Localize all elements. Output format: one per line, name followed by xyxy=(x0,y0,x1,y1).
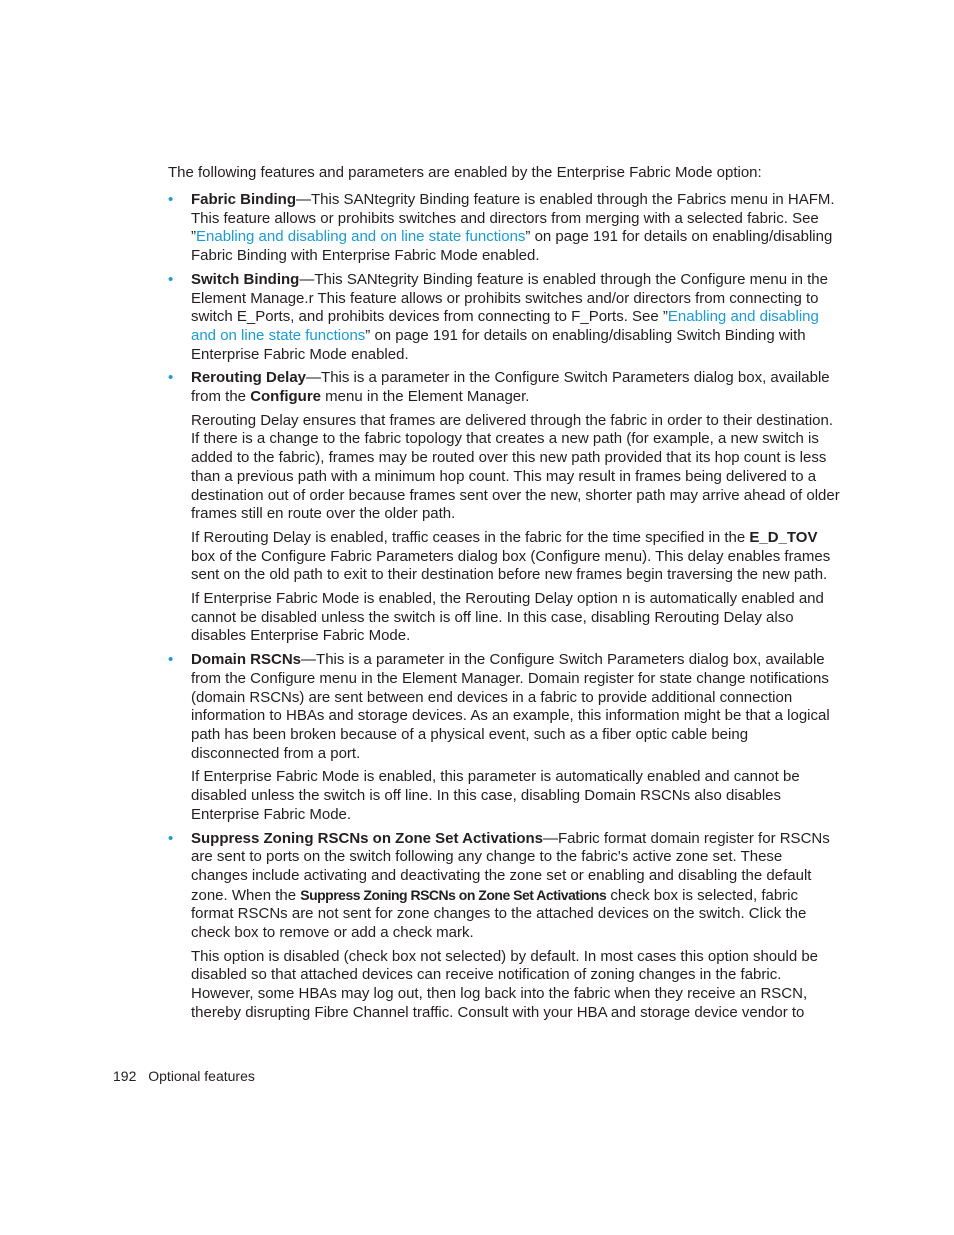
body-text: check box is selected, fabric format RSCNs are not sent for zone changes to the attached devices on the switch. Click the check box to remove or add a check mark. xyxy=(191,886,807,942)
page-number: 192 xyxy=(113,1068,137,1084)
body-text: menu in the Element Manager. xyxy=(321,388,530,406)
body-text: ” on page 191 for details on enabling/disabling Fabric Binding with Enterprise Fabric Mode enabled. xyxy=(191,228,833,265)
list-item-fabric-binding xyxy=(168,191,840,266)
list-item-paragraph xyxy=(191,651,840,763)
term-label: Rerouting Delay xyxy=(191,369,307,387)
sub-paragraph xyxy=(191,529,840,585)
list-item-paragraph xyxy=(191,271,840,365)
body-text: —This SANtegrity Binding feature is enabled through the Fabrics menu in HAFM. This feature allows or prohibits switches and directors from merging with a selected fabric. See ” xyxy=(191,191,835,246)
sub-paragraph: If Enterprise Fabric Mode is enabled, this parameter is automatically enabled and cannot be disabled unless the switch is off line. In this case, disabling Domain RSCNs also disables Enterprise Fabric Mode. xyxy=(191,768,800,823)
page-footer xyxy=(113,1067,255,1085)
sub-paragraph: If Enterprise Fabric Mode is enabled, the Rerouting Delay option n is automatically enabled and cannot be disabled unless the switch is off line. In this case, disabling Rerouting Delay also disables Enterprise Fabric Mode. xyxy=(191,590,824,645)
bullet-icon: • xyxy=(168,369,174,387)
term-label: Suppress Zoning RSCNs on Zone Set Activations xyxy=(191,829,543,847)
list-item-rerouting-delay xyxy=(168,369,840,646)
bullet-icon: • xyxy=(168,829,174,847)
sub-paragraph: Rerouting Delay ensures that frames are delivered through the fabric in order to their destination. If there is a change to the fabric topology that creates a new path (for example, a new switch is added to the fabric), frames may be routed over this new path provided that its hop count is less than a previous path with a minimum hop count. This may result in frames being delivered to a destination out of order because frames sent over the new, shorter path may arrive ahead of older frames still en route over the older path. xyxy=(191,411,840,523)
cross-reference-link[interactable]: Enabling and disabling and on line state functions xyxy=(196,228,526,246)
body-text: box of the Configure Fabric Parameters dialog box (Configure menu). This delay enables frames sent on the old path to exit to their destination before new frames begin traversing the new path. xyxy=(191,547,831,584)
body-text: ” on page 191 for details on enabling/disabling Switch Binding with Enterprise Fabric Mode enabled. xyxy=(191,326,806,363)
term-label: Domain RSCNs xyxy=(191,651,302,669)
list-item-suppress-zoning-rscns xyxy=(168,830,840,1023)
menu-name: Configure xyxy=(250,388,322,406)
term-label: Fabric Binding xyxy=(191,191,296,208)
list-item-domain-rscns xyxy=(168,651,840,824)
cross-reference-link[interactable]: Enabling and disabling and on line state functions xyxy=(191,308,819,344)
list-item-paragraph xyxy=(191,191,840,266)
body-text: If Rerouting Delay is enabled, traffic ceases in the fabric for the time specified in the xyxy=(191,528,750,546)
intro-paragraph: The following features and parameters are enabled by the Enterprise Fabric Mode option: xyxy=(168,164,762,181)
feature-list xyxy=(168,191,840,1028)
checkbox-name: Suppress Zoning RSCNs on Zone Set Activations xyxy=(300,886,607,903)
bullet-icon: • xyxy=(168,651,174,669)
field-name: E_D_TOV xyxy=(749,528,818,546)
section-title: Optional features xyxy=(148,1068,255,1084)
list-item-paragraph xyxy=(191,369,840,406)
term-label: Switch Binding xyxy=(191,270,300,288)
body-text: —Fabric format domain register for RSCNs are sent to ports on the switch following any change to the fabric's active zone set. These changes include activating and deactivating the zone set or enabling and disabling the default zone. When the xyxy=(191,829,830,904)
body-text: —This SANtegrity Binding feature is enabled through the Configure menu in the Element Manage.r This feature allows or prohibits switches and/or directors from connecting to switch E_Ports, and prohibits devices from connecting to F_Ports. See ” xyxy=(191,270,828,326)
sub-paragraph: This option is disabled (check box not selected) by default. In most cases this option should be disabled so that attached devices can receive notification of zoning changes in the fabric. However, some HBAs may log out, then log back into the fabric when they receive an RSCN, thereby disrupting Fibre Channel traffic. Consult with your HBA and storage device vendor to xyxy=(191,947,819,1021)
body-text: —This is a parameter in the Configure Switch Parameters dialog box, available from the xyxy=(191,369,830,406)
bullet-icon: • xyxy=(168,270,174,288)
list-item-switch-binding xyxy=(168,271,840,365)
list-item-paragraph xyxy=(191,830,840,943)
body-text: —This is a parameter in the Configure Switch Parameters dialog box, available from the Configure menu in the Element Manager. Domain register for state change notifications (domain RSCNs) are sent between end devices in a fabric to provide additional connection information to HBAs and storage devices. As an example, this information might be that a logical path has been broken because of a physical event, such as a fiber optic cable being disconnected from a port. xyxy=(191,651,830,762)
bullet-icon: • xyxy=(168,191,174,208)
